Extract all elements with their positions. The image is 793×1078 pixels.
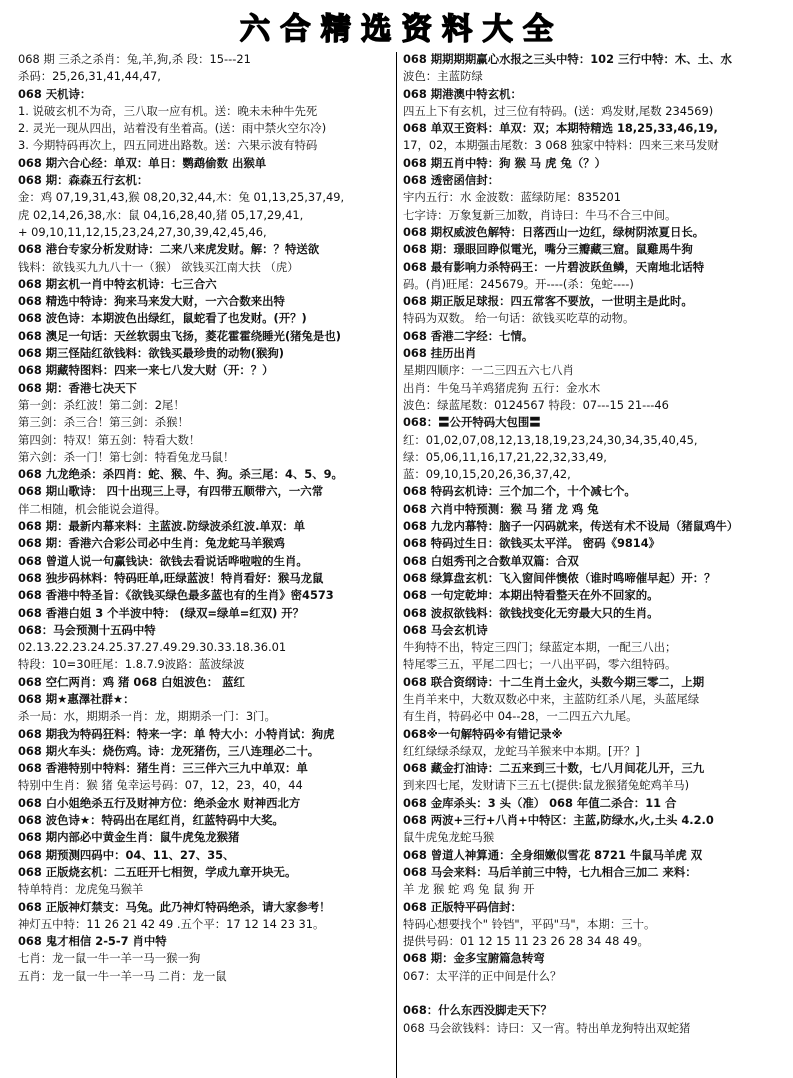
left-column [0, 52, 397, 1078]
left-heading-line: 068 期火车头：烧伤鸡。诗：龙死猪伤，三八连理必二十。 [18, 743, 320, 758]
left-text-line: 02.13.22.23.24.25.37.27.49.29.30.33.18.36.01 [18, 640, 287, 655]
left-text-line: 第六剑：杀一门！第七剑：特看兔龙马鼠！ [18, 449, 235, 464]
left-heading-line: 068 鬼才相信 2-5-7 肖中特 [18, 934, 167, 949]
right-heading-line: 068 曾道人神算通：全身细嫩似雪花 8721 牛鼠马羊虎 双 [403, 847, 703, 862]
left-heading-line: 068 正版烧玄机：二五旺开七相贺，学成九章开块无。 [18, 864, 297, 879]
left-heading-line: 068 白小姐绝杀五行及财神方位：绝杀金水 财神西北方 [18, 795, 301, 810]
left-text-line: 第一剑：杀红波！第二剑：2尾！ [18, 397, 185, 412]
right-text-line: 星期四顺序：一二三四五六七八肖 [403, 363, 574, 378]
left-text-line: 金：鸡 07,19,31,43,猴 08,20,32,44,木：兔 01,13,25,37,49, [18, 190, 345, 205]
right-heading-line: 068 期正版足球报：四五常客不要放，一世明主是此时。 [403, 294, 693, 309]
left-heading-line: 068 期：森森五行玄机： [18, 173, 149, 188]
right-heading-line: 068 波叔欲钱料：欲钱找变化无穷最大只的生肖。 [403, 605, 659, 620]
right-heading-line: 068 两波+三行+八肖+中特区：主蓝,防绿水,火,土头 4.2.0 [403, 813, 714, 828]
left-heading-line: 068 正版神灯禁支：马兔。此乃神灯特码绝杀，请大家参考！ [18, 899, 331, 914]
left-heading-line: 068 香港白姐 3 个半波中特： (绿双=绿单=红双) 开？ [18, 605, 305, 620]
right-text-line: 有生肖，特码必中 04--28，一二四五六九尾。 [403, 709, 638, 724]
right-text-line: 特尾零三五，平尾二四七；一八出平码，零六组特码。 [403, 657, 677, 672]
left-text-line: 伴二相随，机会能说会道得。 [18, 501, 167, 516]
right-heading-line: 068 挂历出肖 [403, 346, 477, 361]
right-heading-line: 068 单双王资料：单双：双；本期特精选 18,25,33,46,19, [403, 121, 718, 136]
left-heading-line: 068 期预测四码中：04、11、27、35、 [18, 847, 235, 862]
right-heading-line: 068 联合资纲诗：十二生肖土金火，头数今期三零二，上期 [403, 674, 705, 689]
left-text-line: 特别中生肖：猴 猪 兔幸运号码：07，12，23，40，44 [18, 778, 303, 793]
left-text-line: 神灯五中特：11 26 21 42 49 .五个平：17 12 14 23 31。 [18, 916, 325, 931]
left-heading-line: 068 期藏特图料：四来一来七八发大财（开：？） [18, 363, 274, 378]
right-heading-line: 068 期：璟眼回睁似電光，嘴分三瓣藏三窟。鼠雞馬牛狗 [403, 242, 693, 257]
left-heading-line: 068 期：最新内幕来料：主蓝波.防绿波杀红波.单双：单 [18, 519, 305, 534]
left-heading-line: 068 精选中特诗：狗来马来发大财，一六合数来出特 [18, 294, 285, 309]
right-text-line: 四五上下有玄机，过三位有特码。(送：鸡发财,尾数 234569) [403, 103, 714, 118]
right-heading-line: 068 香港二字经：七情。 [403, 328, 534, 343]
banner-title: 六 合 精 选 资 料 大 全 [239, 12, 554, 47]
right-heading-line: 068 期五肖中特：狗 猴 马 虎 兔（？） [403, 155, 607, 170]
right-heading-line: 068 期权威波色解特：日落西山一边红，绿树阴浓夏日长。 [403, 224, 705, 239]
right-text-line: 宇内五行：水 金波数：蓝绿防尾：835201 [403, 190, 621, 205]
left-text-line: 2. 灵光一现从四出，站着没有坐着高。(送：雨中禁火空尔冷) [18, 121, 327, 136]
right-text-line: 波色：主蓝防绿 [403, 69, 483, 84]
right-heading-line: 068 期：金多宝腑篇急转弯 [403, 951, 545, 966]
left-heading-line: 068 期玄机一肖中特玄机诗：七三合六 [18, 276, 217, 291]
right-heading-line: 068 六肖中特预测：猴 马 猪 龙 鸡 兔 [403, 501, 599, 516]
right-heading-line: 068 特码过生日：欲钱买太平洋。 密码《9814》 [403, 536, 661, 551]
right-text-line: 波色：绿蓝尾数：0124567 特段：07---15 21---46 [403, 397, 669, 412]
left-text-line: 五肖：龙一鼠一牛一羊一马 二肖：龙一鼠 [18, 968, 227, 983]
right-text-line: 特码心想要找个" 铃铛"，平码"马"，本期：三十。 [403, 916, 656, 931]
right-heading-line: 068 最有影响力杀特码王：一片碧波跃鱼鳞，天南地北话特 [403, 259, 705, 274]
right-heading-line: 068 马会来料：马后羊前三中特，七九相合三加二 来料： [403, 864, 697, 879]
left-heading-line: 068 期山歌诗： 四十出现三上寻，有四带五顺带六，一六常 [18, 484, 324, 499]
right-heading-line: 068 白姐秀刊之合数单双篇：合双 [403, 553, 579, 568]
left-heading-line: 068 波色诗：本期波色出绿红，鼠蛇看了也发财。(开？) [18, 311, 307, 326]
right-heading-line: 068 金库杀头：3 头（准） 068 年值二杀合：11 合 [403, 795, 677, 810]
left-heading-line: 068 期：香港六合彩公司必中生肖：兔龙蛇马羊猴鸡 [18, 536, 285, 551]
right-text-line: 码。(肖)旺尾：245679。开----(杀：兔蛇----) [403, 276, 634, 291]
right-text-line: 羊 龙 猴 蛇 鸡 兔 鼠 狗 开 [403, 882, 535, 897]
right-text-line: 067：太平洋的正中间是什么？ [403, 968, 562, 983]
right-heading-line: 068 马会玄机诗 [403, 622, 488, 637]
right-text-line: 鼠牛虎兔龙蛇马猴 [403, 830, 495, 845]
left-text-line: 068 期 三杀之杀肖：兔,羊,狗,杀 段：15---21 [18, 52, 251, 66]
left-heading-line: 068：马会预测十五码中特 [18, 622, 156, 637]
right-text-line: 068 马会欲钱料：诗曰：又一宵。特出单龙狗特出双蛇猪 [403, 1020, 691, 1035]
right-text-line: 生肖羊来中，大数双数必中来，主蓝防红杀八尾，头蓝尾绿 [403, 691, 700, 706]
right-heading-line: 068：什么东西没脚走天下？ [403, 1003, 553, 1018]
left-text-line: 第三剑：杀三合！第三剑：杀猴！ [18, 415, 189, 430]
right-text-line: 17，02，本期强击尾数：3 068 独家中特料：四来三来马发财 [403, 138, 719, 153]
right-text-line: 红红绿绿杀绿双，龙蛇马羊猴来中本期。[开？] [403, 743, 640, 758]
right-text-line: 出肖：牛兔马羊鸡猪虎狗 五行：金水木 [403, 380, 601, 395]
right-heading-line: 068 正版特平码信封： [403, 899, 522, 914]
right-heading-line: 068 一句定乾坤：本期出特看整天在外不回家的。 [403, 588, 659, 603]
left-text-line: 特段：10=30旺尾：1.8.7.9波路：蓝波绿波 [18, 657, 245, 672]
left-heading-line: 068 天机诗： [18, 86, 92, 101]
left-heading-line: 068 九龙绝杀：杀四肖：蛇、猴、牛、狗。杀三尾：4、5、9。 [18, 467, 343, 482]
left-heading-line: 068 香港中特圣旨：《欲钱买绿色最多蓝也有的生肖》密4573 [18, 588, 334, 603]
left-heading-line: 068 期内部必中黄金生肖：鼠牛虎兔龙猴猪 [18, 830, 240, 845]
right-text-line: 绿：05,06,11,16,17,21,22,32,33,49, [403, 449, 607, 464]
left-heading-line: 068 期六合心经：单双：单日：鹦鹉偷数 出猴单 [18, 155, 267, 170]
right-text-line: 七字诗：万象复新三加数，肖诗曰：牛马不合三中间。 [403, 207, 677, 222]
right-heading-line: 068 透密函信封： [403, 173, 500, 188]
right-heading-line: 068 期港澳中特玄机： [403, 86, 522, 101]
right-text-line: 牛狗特不出，特定三四门；绿蓝定本期，一配三八出； [403, 640, 677, 655]
right-heading-line: 068※一句解特码※有错记录※ [403, 726, 563, 741]
left-heading-line: 068 期三怪陆红欲钱料：欲钱买最珍贵的动物(猴狗) [18, 346, 284, 361]
right-heading-line: 068 藏金打油诗：二五来到三十数，七八月间花儿开，三九 [403, 761, 705, 776]
right-text-line: 特码为双数。 给一句话：欲钱买吃草的动物。 [403, 311, 635, 326]
right-column [397, 52, 793, 1078]
content-columns [0, 52, 793, 1078]
left-text-line: 钱料：欲钱买九九八十一（猴） 欲钱买江南大扶 （虎） [18, 259, 299, 274]
right-text-line: 到来四七尾，发财请下三五七(提供:鼠龙猴猪兔蛇鸡羊马) [403, 778, 690, 793]
left-heading-line: 068 独步码林料：特码旺单,旺绿蓝波！特肖看好：猴马龙鼠 [18, 570, 324, 585]
left-text-line: 1. 说破玄机不为奇，三八取一应有机。送：晚未未种牛先死 [18, 103, 318, 118]
left-text-line: 特单特肖：龙虎兔马猴羊 [18, 882, 144, 897]
left-heading-line: 068 期我为特码狂料：特来一字：单 特大小：小特肖试：狗虎 [18, 726, 335, 741]
right-heading-line: 068：〓公开特码大包围〓 [403, 415, 541, 430]
right-heading-line: 068 期期期期赢心水报之三头中特：102 三行中特：木、土、水 [403, 52, 732, 66]
right-text-line: 红：01,02,07,08,12,13,18,19,23,24,30,34,35,40,45, [403, 432, 698, 447]
right-heading-line: 068 绿算盘玄机：飞入窗间伴懊侬（谁时鸣啼催早起）开：？ [403, 570, 716, 585]
left-heading-line: 068 港台专家分析发财诗：二来八来虎发财。解：？特送欲 [18, 242, 320, 257]
left-text-line: 虎 02,14,26,38,水：鼠 04,16,28,40,猪 05,17,29,41, [18, 207, 304, 222]
left-heading-line: 068 波色诗★：特码出在尾红肖，红蓝特码中大奖。 [18, 813, 284, 828]
left-heading-line: 068 香港特别中特料：猪生肖：三三伴六三九中单双：单 [18, 761, 308, 776]
right-text-line: 提供号码：01 12 15 11 23 26 28 34 48 49。 [403, 934, 649, 949]
left-heading-line: 068 期★惠澤社群★： [18, 691, 135, 706]
right-heading-line: 068 特码玄机诗：三个加二个，十个减七个。 [403, 484, 636, 499]
page-banner [0, 0, 793, 52]
left-text-line: + 09,10,11,12,15,23,24,27,30,39,42,45,46, [18, 224, 267, 239]
left-heading-line: 068 期：香港七决天下 [18, 380, 137, 395]
left-text-line: 杀一局：水，期期杀一肖：龙，期期杀一门：3门。 [18, 709, 276, 724]
left-heading-line: 068 澳足一句话：天丝软弱虫飞扬，菱花霍霍绕睡光(猪兔是也) [18, 328, 341, 343]
right-text-line [403, 986, 779, 1003]
right-text-line: 蓝：09,10,15,20,26,36,37,42, [403, 467, 571, 482]
left-heading-line: 068 曾道人说一句赢钱诀：欲钱去看说话哗啦啦的生肖。 [18, 553, 308, 568]
left-heading-line: 068 空仁两肖：鸡 猪 068 白姐波色： 蓝红 [18, 674, 245, 689]
left-text-line: 第四剑：特双！第五剑：特看大数！ [18, 432, 201, 447]
left-text-line: 3. 今期特码再次上，四五同进出路数。送：六果示波有特码 [18, 138, 318, 153]
left-text-line: 杀码：25,26,31,41,44,47, [18, 69, 161, 84]
right-heading-line: 068 九龙内幕特：脑子一闪码就来，传送有术不设局（猪鼠鸡牛） [403, 519, 739, 534]
left-text-line: 七肖：龙一鼠一牛一羊一马一猴一狗 [18, 951, 201, 966]
